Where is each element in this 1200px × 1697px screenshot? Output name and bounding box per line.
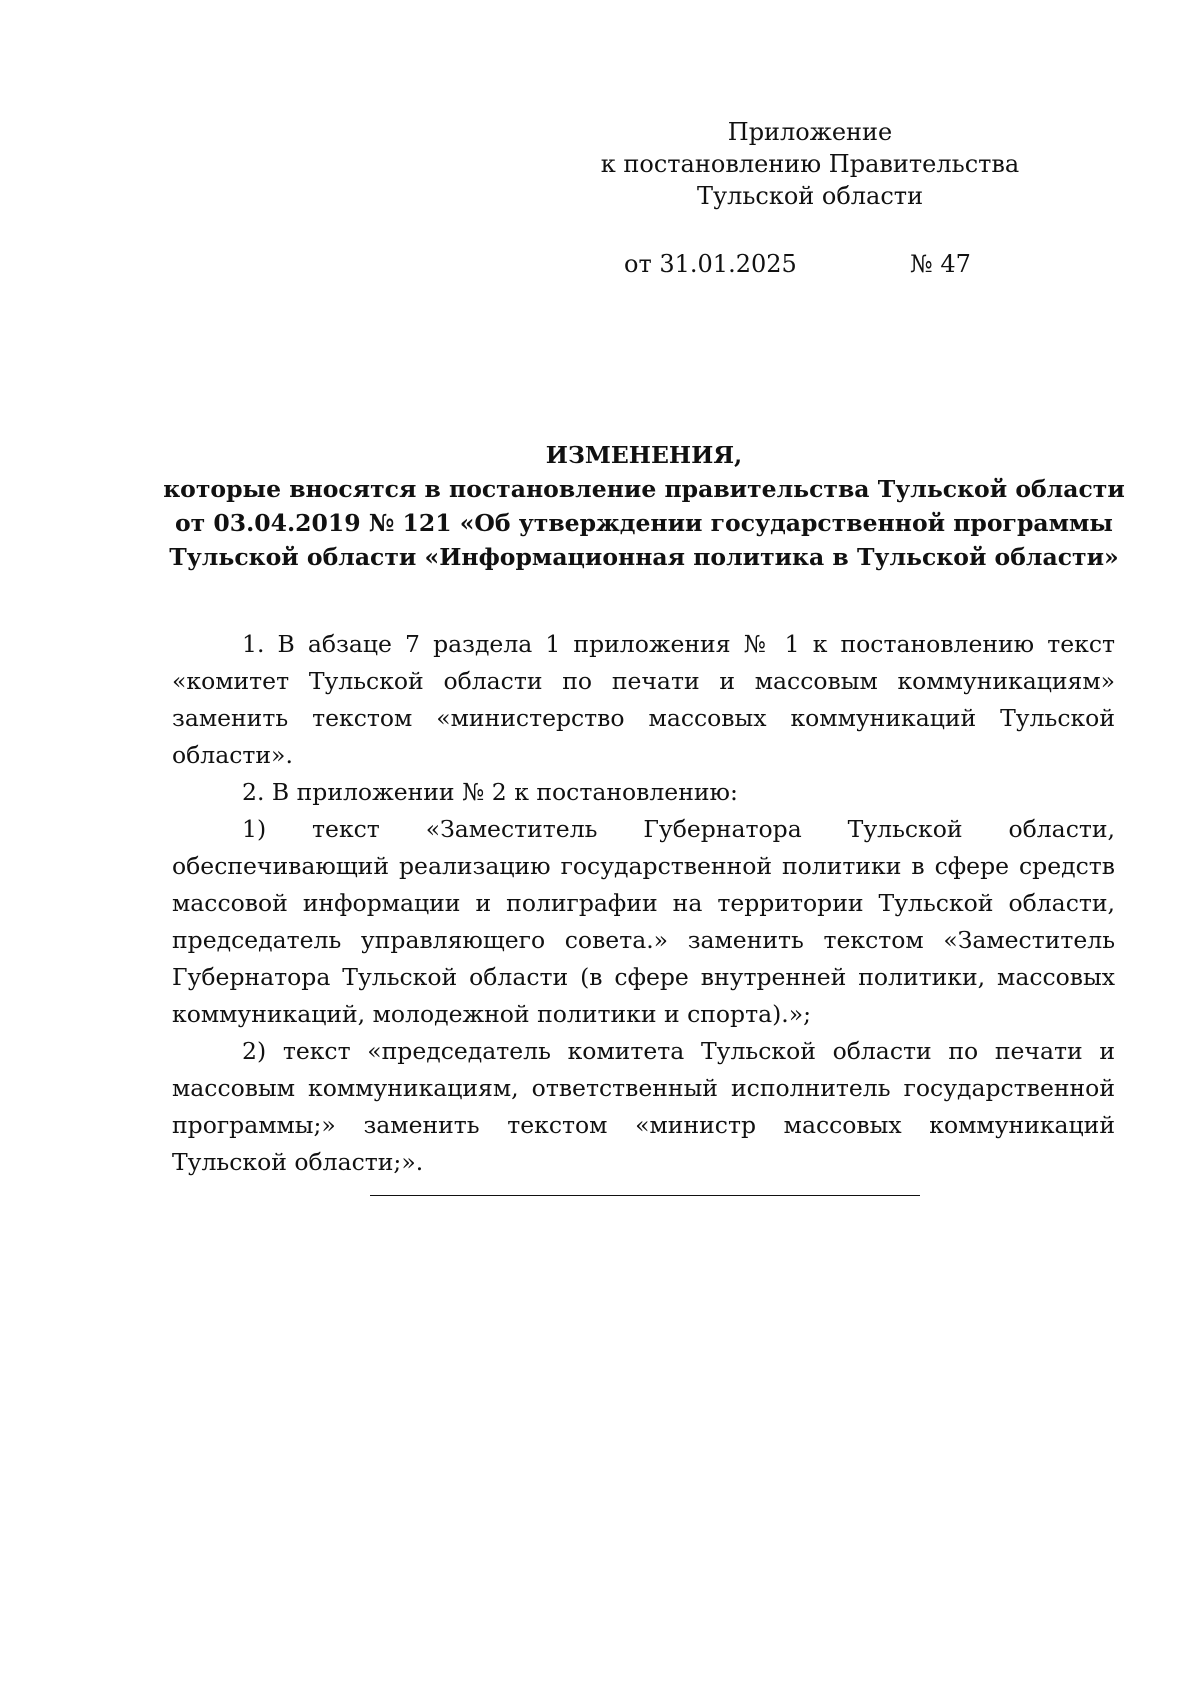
paragraph-1: 1. В абзаце 7 раздела 1 приложения № 1 к постановлению текст «комитет Тульской области по печати и массовым коммуникациям» заменить текстом «министерство массовых коммуникаций Тульской области». [172, 630, 1115, 769]
appendix-label: Приложение [727, 118, 893, 146]
paragraph-2: 2. В приложении № 2 к постановлению: [242, 778, 738, 806]
end-separator-line [370, 1195, 920, 1196]
paragraph-4: 2) текст «председатель комитета Тульской области по печати и массовым коммуникациям, ответственный исполнитель государственной программы;» заменить текстом «министр массовых коммуникаций Тульской области;». [172, 1037, 1115, 1176]
document-body [172, 626, 1115, 1181]
document-number: № 47 [910, 250, 971, 278]
appendix-header [600, 116, 1020, 212]
title-line-4: Тульской области «Информационная политика в Тульской области» [169, 543, 1119, 571]
title-line-2: которые вносятся в постановление правительства Тульской области [163, 475, 1125, 503]
paragraph-3: 1) текст «Заместитель Губернатора Тульской области, обеспечивающий реализацию государственной политики в сфере средств массовой информации и полиграфии на территории Тульской области, председатель управляющего совета.» заменить текстом «Заместитель Губернатора Тульской области (в сфере внутренней политики, массовых коммуникаций, молодежной политики и спорта).»; [172, 815, 1115, 1028]
appendix-region: Тульской области [696, 182, 924, 210]
appendix-reference: к постановлению Правительства [600, 150, 1020, 178]
document-date: от 31.01.2025 [624, 250, 797, 278]
document-title [150, 438, 1138, 574]
title-heading: ИЗМЕНЕНИЯ, [545, 441, 743, 469]
title-line-3: от 03.04.2019 № 121 «Об утверждении государственной программы [175, 509, 1113, 537]
